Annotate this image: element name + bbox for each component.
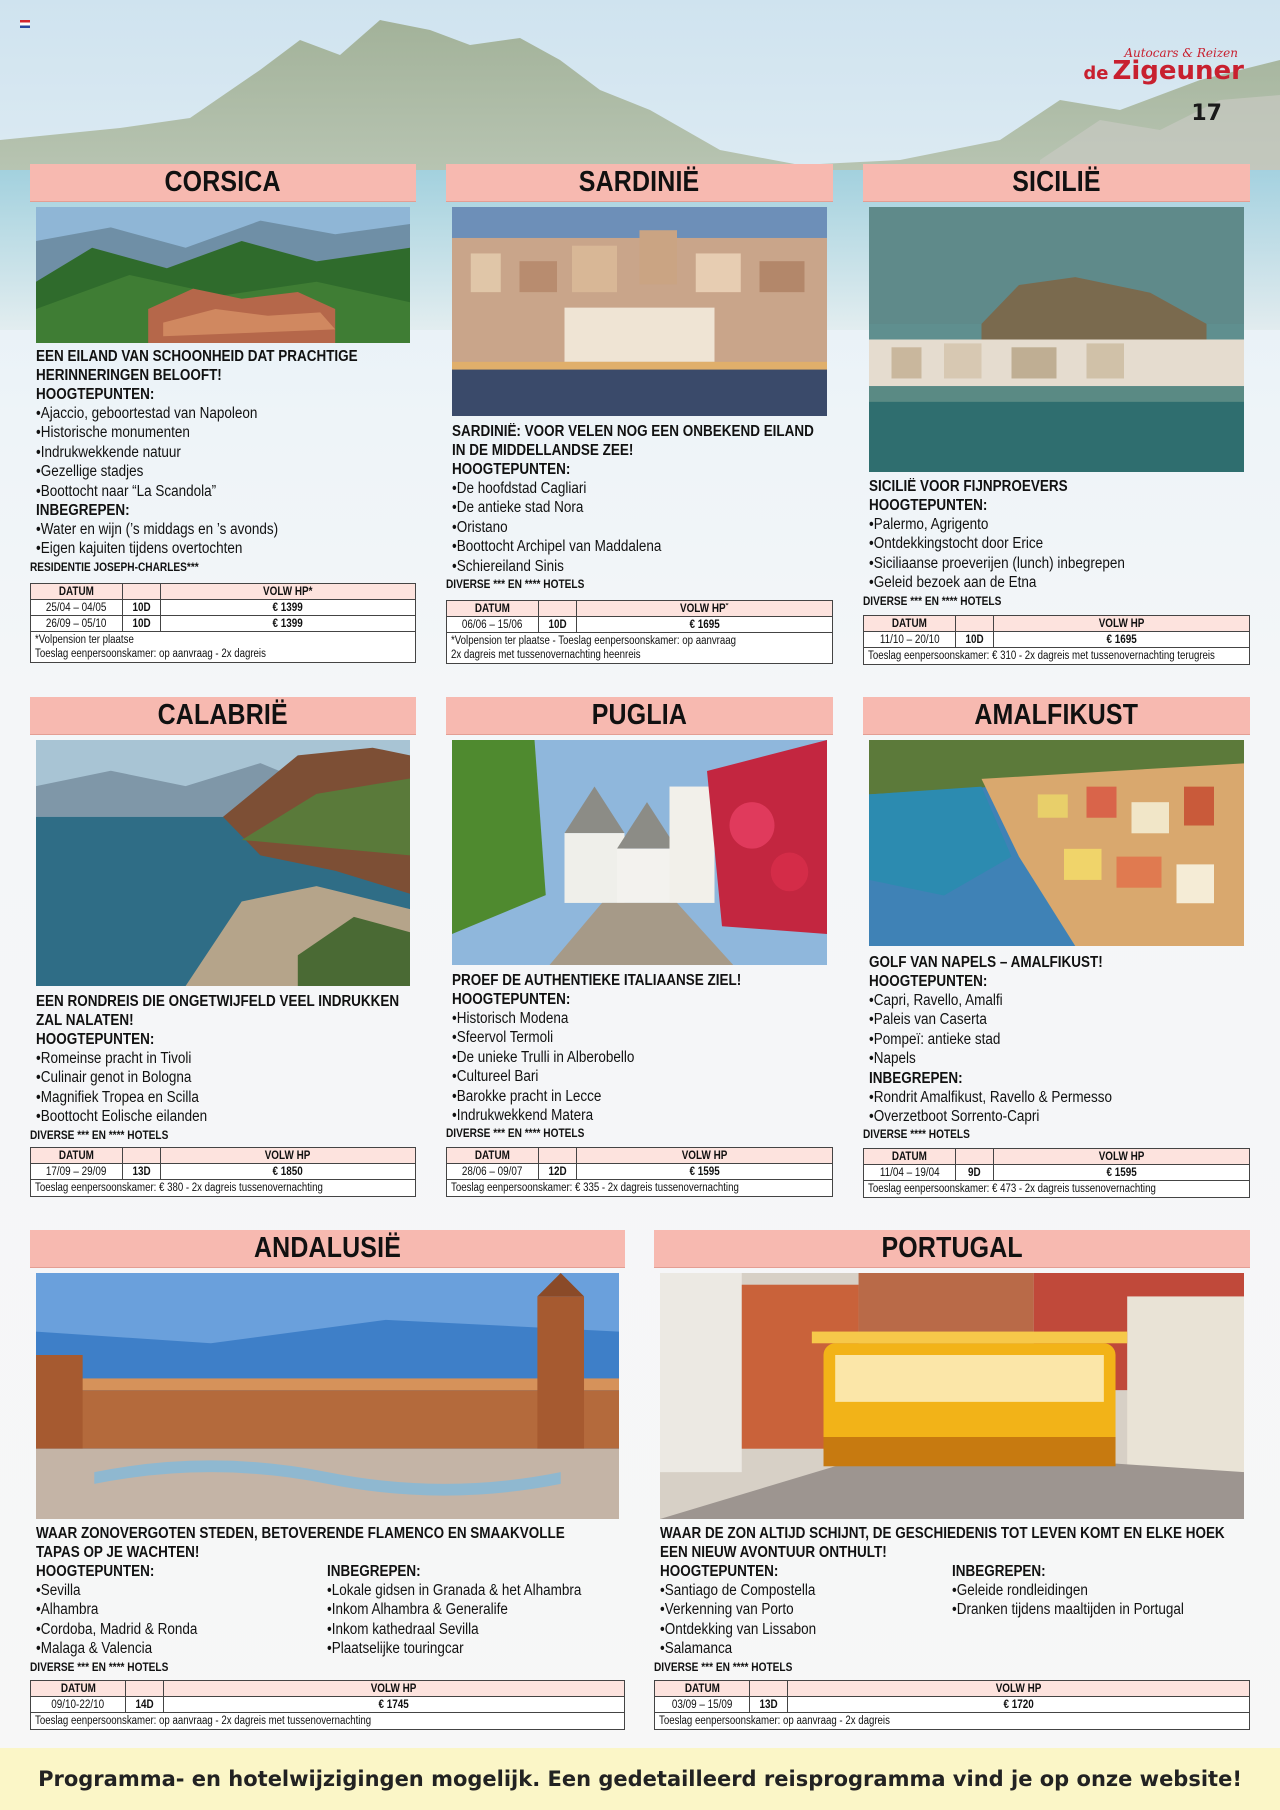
price-cell: € 1399: [272, 617, 304, 630]
card-header: [30, 697, 416, 735]
card-body: [654, 1524, 1244, 1675]
highlights-heading: HOOGTEPUNTEN:: [36, 1563, 155, 1580]
card-body: [30, 1524, 619, 1675]
date-cell: 17/09 – 29/09: [46, 1165, 107, 1178]
date-cell: 28/06 – 09/07: [462, 1165, 523, 1178]
included-item: •Inkom kathedraal Sevilla: [326, 1620, 479, 1638]
table-header-row: [447, 1148, 832, 1164]
card-andalusie: [30, 1230, 625, 1735]
col-price-header: VOLW HP: [995, 1682, 1042, 1695]
included-item: •Inkom Alhambra & Generalife: [326, 1601, 508, 1619]
highlight-item: •Geleid bezoek aan de Etna: [869, 574, 1037, 592]
included-item: •Rondrit Amalfikust, Ravello & Permesso: [869, 1088, 1113, 1106]
price-table: [654, 1680, 1250, 1730]
highlight-item: •Santiago de Compostella: [660, 1582, 816, 1599]
col-date-header: DATUM: [59, 1149, 94, 1162]
date-cell: 26/09 – 05/10: [46, 617, 107, 630]
date-cell: 25/04 – 04/05: [46, 601, 107, 614]
page-number: 17: [1191, 101, 1222, 126]
highlight-item: •Historisch Modena: [452, 1010, 569, 1027]
highlight-item: •Pompeï: antieke stad: [869, 1030, 1001, 1048]
included-item: •Eigen kajuiten tijdens overtochten: [36, 540, 243, 558]
col-date-header: DATUM: [60, 1682, 96, 1695]
note-line: Toeslag eenpersoonskamer: € 335 - 2x dagreis tussenovernachting: [451, 1182, 739, 1194]
card-portugal: [654, 1230, 1250, 1735]
included-item: •Overzetboot Sorrento-Capri: [869, 1108, 1040, 1126]
footer-banner: [0, 1748, 1280, 1810]
brand-prefix: de: [1083, 63, 1109, 84]
included-item: •Plaatselijke touringcar: [326, 1640, 464, 1658]
table-row: [447, 1164, 832, 1180]
tagline-line: SICILIË VOOR FIJNPROEVERS: [869, 478, 1068, 495]
highlight-item: •Capri, Ravello, Amalfi: [869, 992, 1003, 1009]
tagline-line: HERINNERINGEN BELOOFT!: [36, 367, 222, 384]
brand-logo: [1083, 46, 1244, 85]
col-price-header: VOLW HP˚: [680, 602, 729, 615]
highlight-item: •Palermo, Agrigento: [869, 516, 989, 533]
highlight-item: •Culinair genot in Bologna: [36, 1069, 192, 1087]
price-table: [863, 615, 1250, 665]
price-table: [446, 1147, 833, 1197]
card-amalfikust: [863, 697, 1250, 1200]
highlights-heading: HOOGTEPUNTEN:: [869, 497, 988, 514]
card-title: SICILIË: [1012, 166, 1101, 198]
price-table: [30, 1680, 625, 1730]
table-header-row: [31, 1148, 415, 1164]
table-row: [31, 1164, 415, 1180]
included-heading: INBEGREPEN:: [952, 1563, 1046, 1580]
highlight-item: •Sfeervol Termoli: [452, 1029, 554, 1047]
table-notes: [655, 1713, 1249, 1729]
highlight-item: •Cultureel Bari: [452, 1068, 539, 1086]
card-body: [30, 347, 410, 575]
highlight-item: •Verkenning van Porto: [660, 1601, 794, 1619]
col-price-header: VOLW HP: [1098, 1150, 1145, 1163]
highlight-item: •Historische monumenten: [36, 424, 190, 442]
table-row: [31, 600, 415, 616]
hotel-label: DIVERSE *** EN **** HOTELS: [446, 1128, 585, 1141]
table-notes: [864, 648, 1249, 664]
col-price-header: VOLW HP*: [263, 585, 313, 598]
note-line: Toeslag eenpersoonskamer: € 380 - 2x dagreis tussenovernachting: [35, 1182, 323, 1194]
tagline-line: PROEF DE AUTHENTIEKE ITALIAANSE ZIEL!: [452, 972, 742, 989]
tagline-line: WAAR DE ZON ALTIJD SCHIJNT, DE GESCHIEDENIS TOT LEVEN KOMT EN ELKE HOEK: [660, 1525, 1225, 1542]
highlight-item: •Ontdekkingstocht door Erice: [869, 535, 1044, 553]
card-corsica: [30, 164, 416, 667]
note-line: Toeslag eenpersoonskamer: € 473 - 2x dagreis tussenovernachting: [868, 1183, 1156, 1195]
highlight-item: •Boottocht naar “La Scandola”: [36, 482, 217, 500]
price-cell: € 1850: [272, 1165, 304, 1178]
photo-calabrie: [36, 740, 410, 986]
col-price-header: VOLW HP: [371, 1682, 417, 1695]
card-body: [863, 477, 1244, 609]
hotel-label: DIVERSE *** EN **** HOTELS: [446, 579, 585, 592]
included-heading: INBEGREPEN:: [326, 1563, 421, 1580]
card-body: [446, 971, 827, 1141]
price-cell: € 1745: [378, 1698, 410, 1711]
col-date-header: DATUM: [684, 1682, 720, 1695]
highlight-item: •Boottocht Archipel van Maddalena: [452, 538, 662, 556]
days-cell: 10D: [132, 601, 151, 614]
tagline-line: GOLF VAN NAPELS – AMALFIKUST!: [869, 954, 1103, 971]
note-line: Toeslag eenpersoonskamer: op aanvraag - 2x dagreis: [659, 1715, 890, 1727]
tagline-line: TAPAS OP JE WACHTEN!: [36, 1544, 200, 1561]
highlight-item: •Siciliaanse proeverijen (lunch) inbegrepen: [869, 554, 1125, 572]
card-title: AMALFIKUST: [974, 699, 1139, 731]
info-columns: [36, 1562, 619, 1659]
table-row: [864, 632, 1249, 648]
hotel-label: DIVERSE *** EN **** HOTELS: [654, 1661, 793, 1674]
table-header-row: [864, 616, 1249, 632]
card-puglia: [446, 697, 833, 1200]
table-notes: [447, 1180, 832, 1196]
card-title: CALABRIË: [157, 699, 289, 731]
highlights-heading: HOOGTEPUNTEN:: [452, 991, 571, 1008]
card-body: [446, 422, 827, 592]
table-header-row: [864, 1149, 1249, 1165]
card-sardinie: [446, 164, 833, 667]
price-cell: € 1720: [1003, 1698, 1034, 1711]
days-cell: 10D: [548, 618, 567, 631]
highlight-item: •Paleis van Caserta: [869, 1011, 987, 1029]
included-column: [952, 1562, 1244, 1659]
col-price-header: VOLW HP: [1098, 617, 1145, 630]
price-table: [446, 600, 833, 664]
card-calabrie: [30, 697, 416, 1200]
highlight-item: •Boottocht Eolische eilanden: [36, 1108, 208, 1126]
table-notes: [864, 1181, 1249, 1197]
col-date-header: DATUM: [59, 585, 94, 598]
highlights-heading: HOOGTEPUNTEN:: [36, 386, 155, 403]
highlights-heading: HOOGTEPUNTEN:: [36, 1031, 155, 1048]
table-header-row: [31, 1681, 624, 1697]
included-heading: INBEGREPEN:: [36, 502, 130, 520]
tagline-line: ZAL NALATEN!: [36, 1012, 134, 1029]
tagline-line: IN DE MIDDELLANDSE ZEE!: [452, 442, 634, 459]
table-header-row: [447, 601, 832, 617]
card-title: PUGLIA: [591, 699, 688, 731]
highlight-item: •Gezellige stadjes: [36, 463, 144, 481]
included-heading: INBEGREPEN:: [869, 1069, 963, 1087]
date-cell: 03/09 – 15/09: [671, 1698, 733, 1711]
table-row: [447, 617, 832, 633]
brand-subtitle: Autocars & Reizen: [1124, 46, 1238, 60]
highlight-item: •Indrukwekkend Matera: [452, 1107, 594, 1125]
card-header: [863, 697, 1250, 735]
card-sicilie: [863, 164, 1250, 667]
hotel-label: RESIDENTIE JOSEPH-CHARLES***: [30, 561, 199, 574]
highlight-item: •Barokke pracht in Lecce: [452, 1087, 602, 1105]
card-title: CORSICA: [164, 166, 282, 198]
note-line: Toeslag eenpersoonskamer: op aanvraag - 2x dagreis: [35, 648, 266, 660]
col-date-header: DATUM: [475, 1149, 510, 1162]
highlight-item: •Napels: [869, 1050, 916, 1068]
photo-amalfikust: [869, 740, 1244, 946]
highlight-item: •Indrukwekkende natuur: [36, 443, 181, 461]
card-header: [30, 1230, 625, 1268]
date-cell: 06/06 – 15/06: [462, 618, 523, 631]
card-header: [863, 164, 1250, 202]
price-cell: € 1399: [272, 601, 304, 614]
col-price-header: VOLW HP: [681, 1149, 728, 1162]
highlights-heading: HOOGTEPUNTEN:: [869, 973, 988, 990]
highlight-item: •Oristano: [452, 518, 508, 536]
included-item: •Dranken tijdens maaltijden in Portugal: [952, 1601, 1184, 1619]
card-body: [30, 992, 410, 1143]
card-title: PORTUGAL: [881, 1232, 1023, 1264]
highlights-heading: HOOGTEPUNTEN:: [660, 1563, 779, 1580]
price-cell: € 1695: [1106, 633, 1137, 646]
date-cell: 09/10-22/10: [51, 1698, 105, 1711]
table-row: [31, 1697, 624, 1713]
price-cell: € 1595: [1106, 1166, 1137, 1179]
hotel-label: DIVERSE **** HOTELS: [863, 1129, 970, 1142]
highlight-item: •Ajaccio, geboortestad van Napoleon: [36, 405, 258, 422]
note-line: *Volpension ter plaatse - Toeslag eenpersoonskamer: op aanvraag: [451, 635, 736, 647]
days-cell: 10D: [132, 617, 151, 630]
photo-andalusie: [36, 1273, 619, 1519]
card-header: [446, 697, 833, 735]
photo-portugal: [660, 1273, 1244, 1519]
tagline-line: SARDINIË: VOOR VELEN NOG EEN ONBEKEND EILAND: [452, 423, 814, 440]
days-cell: 13D: [759, 1698, 778, 1711]
col-price-header: VOLW HP: [265, 1149, 311, 1162]
table-row: [31, 616, 415, 632]
date-cell: 11/10 – 20/10: [879, 633, 940, 646]
photo-puglia: [452, 740, 827, 965]
info-columns: [660, 1562, 1244, 1659]
date-cell: 11/04 – 19/04: [879, 1166, 940, 1179]
card-header: [446, 164, 833, 202]
highlight-item: •Romeinse pracht in Tivoli: [36, 1050, 192, 1067]
included-item: •Lokale gidsen in Granada & het Alhambra: [326, 1582, 581, 1599]
note-line: Toeslag eenpersoonskamer: € 310 - 2x dagreis met tussenovernachting terugreis: [868, 650, 1215, 662]
highlight-item: •De hoofdstad Cagliari: [452, 480, 587, 497]
photo-corsica: [36, 207, 410, 343]
tagline-line: EEN EILAND VAN SCHOONHEID DAT PRACHTIGE: [36, 348, 358, 365]
days-cell: 13D: [132, 1165, 151, 1178]
highlight-item: •Magnifiek Tropea en Scilla: [36, 1088, 199, 1106]
highlight-item: •Cordoba, Madrid & Ronda: [36, 1620, 198, 1638]
flag-icon: [20, 20, 30, 28]
note-line: 2x dagreis met tussenovernachting heenreis: [451, 649, 641, 661]
highlight-item: •Malaga & Valencia: [36, 1640, 153, 1658]
card-header: [30, 164, 416, 202]
highlight-item: •Schiereiland Sinis: [452, 557, 564, 575]
highlights-column: [36, 1562, 327, 1659]
note-line: Toeslag eenpersoonskamer: op aanvraag - 2x dagreis met tussenovernachting: [35, 1715, 372, 1727]
col-date-header: DATUM: [475, 602, 510, 615]
highlight-item: •Sevilla: [36, 1582, 81, 1599]
table-row: [655, 1697, 1249, 1713]
photo-sardinie: [452, 207, 827, 416]
brand-name: Zigeuner: [1112, 56, 1244, 86]
col-date-header: DATUM: [892, 1150, 927, 1163]
highlights-column: [660, 1562, 952, 1659]
table-header-row: [655, 1681, 1249, 1697]
price-table: [30, 1147, 416, 1197]
hotel-label: DIVERSE *** EN **** HOTELS: [30, 1661, 169, 1674]
highlight-item: •Salamanca: [660, 1640, 733, 1658]
highlight-item: •De antieke stad Nora: [452, 499, 584, 517]
card-header: [654, 1230, 1250, 1268]
table-row: [864, 1165, 1249, 1181]
highlights-heading: HOOGTEPUNTEN:: [452, 461, 571, 478]
days-cell: 9D: [968, 1166, 981, 1179]
table-notes: [31, 1713, 624, 1729]
days-cell: 10D: [965, 633, 984, 646]
table-notes: [447, 633, 832, 663]
hotel-label: DIVERSE *** EN **** HOTELS: [30, 1129, 169, 1142]
highlight-item: •Alhambra: [36, 1601, 99, 1619]
tagline-line: WAAR ZONOVERGOTEN STEDEN, BETOVERENDE FLAMENCO EN SMAAKVOLLE: [36, 1525, 565, 1542]
included-item: •Water en wijn (’s middags en ’s avonds): [36, 521, 279, 539]
hotel-label: DIVERSE *** EN **** HOTELS: [863, 595, 1002, 608]
photo-sicilie: [869, 207, 1244, 472]
days-cell: 12D: [548, 1165, 567, 1178]
included-column: [327, 1562, 619, 1659]
price-cell: € 1695: [689, 618, 720, 631]
price-cell: € 1595: [689, 1165, 720, 1178]
tagline-line: EEN NIEUW AVONTUUR ONTHULT!: [660, 1544, 887, 1561]
card-title: SARDINIË: [579, 166, 700, 198]
tagline-line: EEN RONDREIS DIE ONGETWIJFELD VEEL INDRUKKEN: [36, 993, 400, 1010]
days-cell: 14D: [135, 1698, 154, 1711]
col-date-header: DATUM: [892, 617, 927, 630]
card-title: ANDALUSIË: [253, 1232, 402, 1264]
highlight-item: •Ontdekking van Lissabon: [660, 1620, 817, 1638]
table-notes: [31, 632, 415, 662]
footer-text: Programma- en hotelwijzigingen mogelijk. Een gedetailleerd reisprogramma vind je op onze website!: [38, 1767, 1242, 1791]
highlight-item: •De unieke Trulli in Alberobello: [452, 1048, 635, 1066]
included-item: •Geleide rondleidingen: [952, 1582, 1088, 1599]
card-body: [863, 953, 1244, 1142]
table-header-row: [31, 584, 415, 600]
note-line: *Volpension ter plaatse: [35, 634, 134, 646]
price-table: [30, 583, 416, 663]
table-notes: [31, 1180, 415, 1196]
price-table: [863, 1148, 1250, 1198]
